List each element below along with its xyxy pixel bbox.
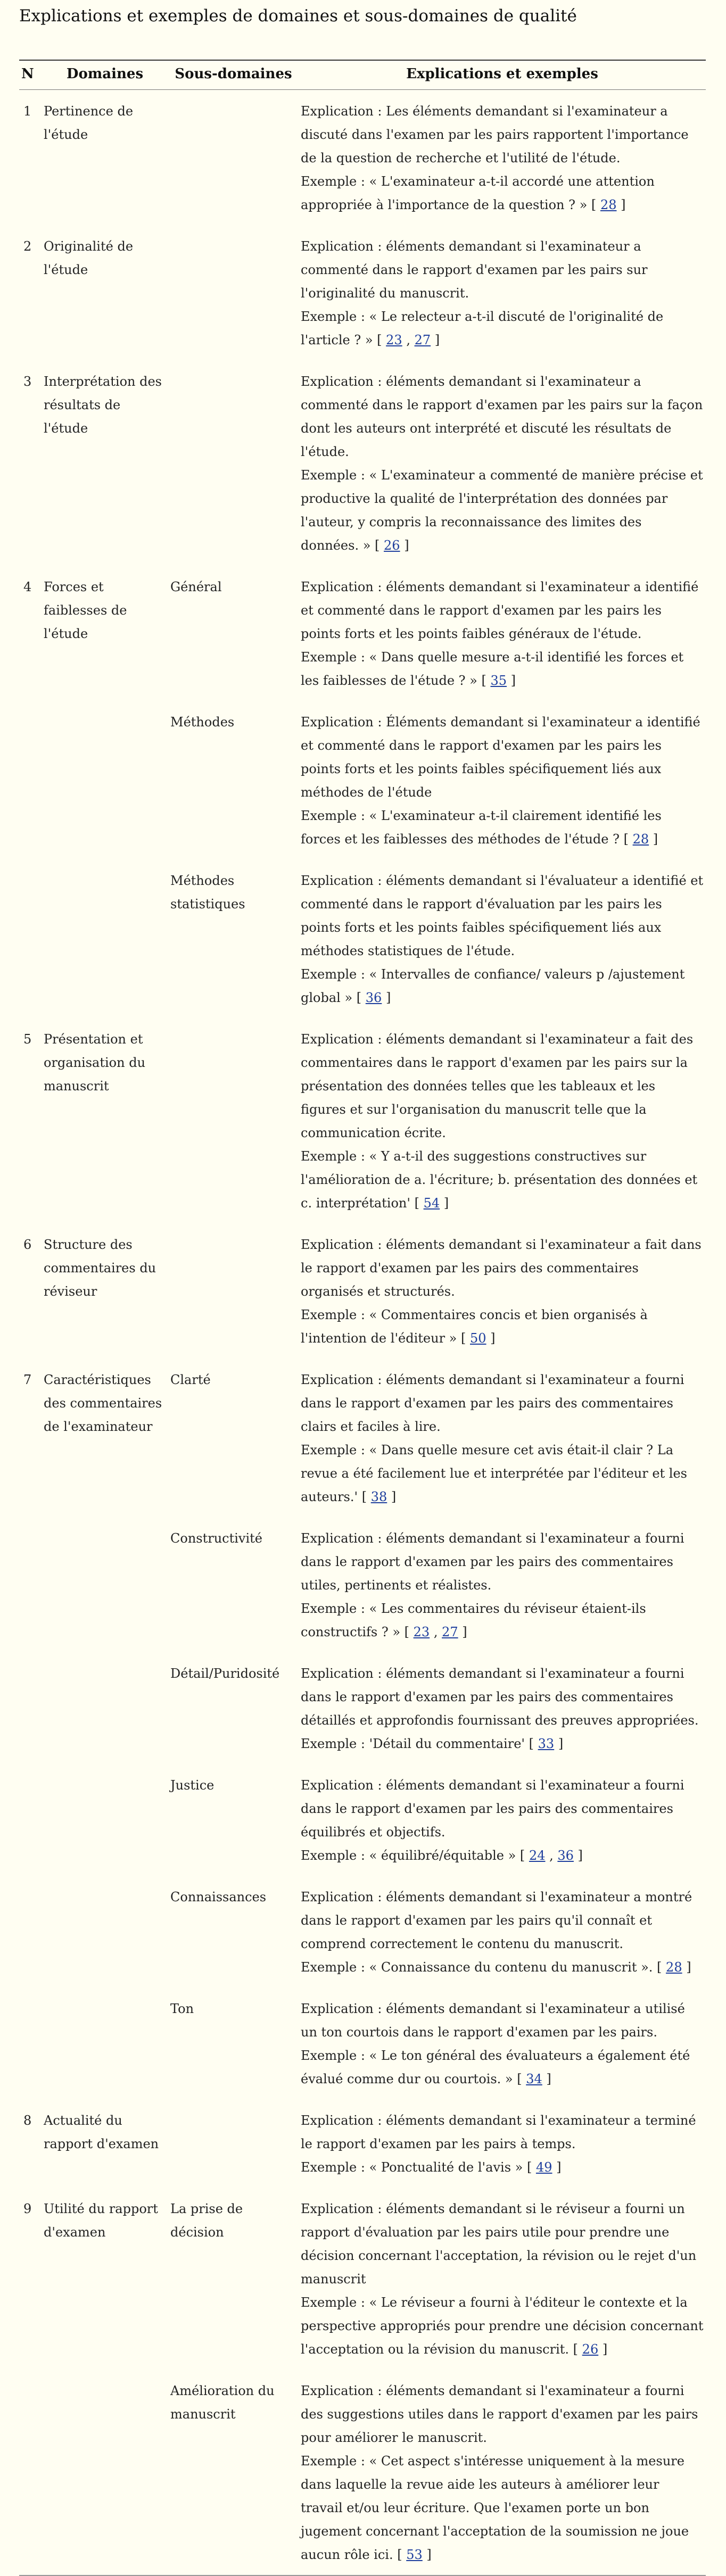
domain-cell: Pertinence de l'étude <box>44 104 134 142</box>
row-number <box>19 859 42 1018</box>
reference-link[interactable]: 50 <box>470 1331 486 1346</box>
example-line: Exemple : « Ponctualité de l'avis » [ 49 ] <box>301 2160 562 2175</box>
table-row <box>19 2099 706 2188</box>
domain-cell: Structure des commentaires du réviseur <box>44 1237 156 1299</box>
explanation-cell <box>299 1223 706 1359</box>
reference-link[interactable]: 27 <box>442 1625 458 1639</box>
explanation-text: Explication : éléments demandant si l'examinateur a terminé le rapport d'examen par les pairs à temps. <box>301 2113 696 2151</box>
explanation-text: Explication : éléments demandant si l'examinateur a commenté dans le rapport d'examen par les pairs sur la façon dont les auteurs ont interprété et discuté les résultats de l'étude. <box>301 374 703 459</box>
table-row <box>19 2370 706 2575</box>
table-row <box>19 1018 706 1223</box>
subdomain-cell: Ton <box>170 2001 194 2016</box>
domain-cell <box>42 1764 168 1876</box>
table-row <box>19 566 706 701</box>
explanation-text: Explication : éléments demandant si le réviseur a fourni un rapport d'évaluation par les pairs utile pour prendre une décision concernant l'acceptation, la révision ou le rejet d'un manuscrit <box>301 2201 697 2287</box>
reference-link[interactable]: 24 <box>529 1848 546 1863</box>
subdomain-cell: Justice <box>170 1778 214 1793</box>
explanation-cell <box>299 1652 706 1764</box>
example-line: Exemple : « Cet aspect s'intéresse uniquement à la mesure dans laquelle la revue aide les auteurs à améliorer leur travail et/ou leur écriture. Que l'examen porte un bon jugement concernant l'acceptation de la soumission ne joue aucun rôle ici. [ 53 ] <box>301 2454 689 2562</box>
subdomain-cell: Méthodes statistiques <box>170 873 245 912</box>
explanation-text: Explication : éléments demandant si l'examinateur a fait dans le rapport d'examen par les pairs des commentaires organisés et structurés. <box>301 1237 702 1299</box>
domain-cell: Actualité du rapport d'examen <box>44 2113 159 2151</box>
explanation-text: Explication : éléments demandant si l'évaluateur a identifié et commenté dans le rapport d'évaluation par les pairs les points forts et les points faibles spécifiquement liés aux méthodes statistiques de l'étude. <box>301 873 704 958</box>
example-line: Exemple : 'Détail du commentaire' [ 33 ] <box>301 1736 564 1751</box>
row-number <box>19 701 42 859</box>
subdomain-cell: Général <box>170 579 222 594</box>
explanation-text: Explication : éléments demandant si l'examinateur a utilisé un ton courtois dans le rapport d'examen par les pairs. <box>301 2001 685 2040</box>
explanation-cell <box>299 1517 706 1652</box>
example-line: Exemple : « L'examinateur a-t-il accordé une attention appropriée à l'importance de la question ? » [ 28 ] <box>301 174 655 212</box>
example-text: Exemple : « L'examinateur a-t-il clairement identifié les forces et les faiblesses des méthodes de l'étude ? [ <box>301 808 662 847</box>
header-row <box>19 60 706 90</box>
table-caption: Explications et exemples de domaines et sous-domaines de qualité <box>19 6 577 26</box>
domain-cell <box>42 1876 168 1987</box>
example-text: Exemple : « Y a-t-il des suggestions constructives sur l'amélioration de a. l'écriture; b. présentation des données et c. interprétation' [ <box>301 1149 698 1211</box>
explanation-text: Explication : éléments demandant si l'examinateur a identifié et commenté dans le rapport d'examen par les pairs les points forts et les points faibles généraux de l'étude. <box>301 579 699 641</box>
explanation-cell <box>299 2188 706 2370</box>
table-body <box>19 90 706 2576</box>
reference-link[interactable]: 28 <box>666 1960 682 1975</box>
example-line: Exemple : « Le relecteur a-t-il discuté de l'originalité de l'article ? » [ 23 , 27 ] <box>301 309 664 347</box>
domain-cell <box>42 1987 168 2099</box>
subdomain-cell <box>168 90 299 226</box>
table-row <box>19 1223 706 1359</box>
example-line: Exemple : « Commentaires concis et bien organisés à l'intention de l'éditeur » [ 50 ] <box>301 1307 648 1346</box>
reference-link[interactable]: 33 <box>538 1736 555 1751</box>
example-text: Exemple : « Commentaires concis et bien organisés à l'intention de l'éditeur » [ <box>301 1307 648 1346</box>
row-number: 5 <box>23 1032 32 1047</box>
reference-link[interactable]: 23 <box>413 1625 430 1639</box>
subdomain-cell: Constructivité <box>170 1531 263 1546</box>
reference-link[interactable]: 36 <box>557 1848 574 1863</box>
example-line: Exemple : « Les commentaires du réviseur étaient-ils constructifs ? » [ 23 , 27 ] <box>301 1601 646 1639</box>
subdomain-cell <box>168 1223 299 1359</box>
reference-link[interactable]: 34 <box>526 2072 542 2086</box>
example-line: Exemple : « Dans quelle mesure cet avis était-il clair ? La revue a été facilement lue et interprétée par l'éditeur et les auteurs.' [ 38 ] <box>301 1443 687 1504</box>
example-text: Exemple : « équilibré/équitable » [ <box>301 1848 525 1863</box>
table-row <box>19 1764 706 1876</box>
row-number <box>19 1987 42 2099</box>
example-text: Exemple : « Le réviseur a fourni à l'éditeur le contexte et la perspective appropriés pour prendre une décision concernant l'acceptation ou la révision du manuscrit. [ <box>301 2295 704 2357</box>
row-number <box>19 1652 42 1764</box>
domain-cell <box>42 1517 168 1652</box>
reference-link[interactable]: 54 <box>423 1196 440 1211</box>
reference-link[interactable]: 36 <box>365 990 382 1005</box>
explanation-cell <box>299 2099 706 2188</box>
table-row <box>19 90 706 226</box>
row-number: 7 <box>23 1372 32 1387</box>
example-line: Exemple : « L'examinateur a-t-il clairement identifié les forces et les faiblesses des méthodes de l'étude ? [ 28 ] <box>301 808 662 847</box>
domain-cell: Originalité de l'étude <box>44 239 134 277</box>
explanation-cell <box>299 566 706 701</box>
explanation-text: Explication : éléments demandant si l'examinateur a fourni dans le rapport d'examen par les pairs des commentaires clairs et faciles à lire. <box>301 1372 684 1434</box>
example-text: Exemple : 'Détail du commentaire' [ <box>301 1736 534 1751</box>
row-number: 4 <box>23 579 32 594</box>
row-number: 1 <box>23 104 32 119</box>
header-explanation: Explications et exemples <box>299 60 706 90</box>
explanation-cell <box>299 2370 706 2575</box>
explanation-cell <box>299 1764 706 1876</box>
example-text: Exemple : « Ponctualité de l'avis » [ <box>301 2160 532 2175</box>
header-domain: Domaines <box>42 60 168 90</box>
example-line: Exemple : « Dans quelle mesure a-t-il identifié les forces et les faiblesses de l'étude ? » [ 35 ] <box>301 650 684 688</box>
subdomain-cell: La prise de décision <box>170 2201 243 2240</box>
domain-cell <box>42 701 168 859</box>
domain-cell: Utilité du rapport d'examen <box>44 2201 158 2240</box>
example-text: Exemple : « Dans quelle mesure cet avis était-il clair ? La revue a été facilement lue et interprétée par l'éditeur et les auteurs.' [ <box>301 1443 687 1504</box>
table-row <box>19 859 706 1018</box>
explanation-cell <box>299 1987 706 2099</box>
row-number <box>19 1876 42 1987</box>
explanation-cell <box>299 1876 706 1987</box>
subdomain-cell <box>168 360 299 566</box>
explanation-text: Explication : éléments demandant si l'examinateur a commenté dans le rapport d'examen par les pairs sur l'originalité du manuscrit. <box>301 239 648 301</box>
subdomain-cell <box>168 1018 299 1223</box>
explanation-cell <box>299 1359 706 1517</box>
reference-link[interactable]: 23 <box>386 333 402 347</box>
domain-cell <box>42 859 168 1018</box>
example-text: Exemple : « Dans quelle mesure a-t-il identifié les forces et les faiblesses de l'étude ? » [ <box>301 650 684 688</box>
domain-cell: Caractéristiques des commentaires de l'examinateur <box>44 1372 162 1434</box>
domain-cell <box>42 2370 168 2575</box>
explanation-text: Explication : éléments demandant si l'examinateur a fourni des suggestions utiles dans le rapport d'examen par les pairs pour améliorer le manuscrit. <box>301 2383 698 2445</box>
subdomain-cell: Clarté <box>170 1372 211 1387</box>
subdomain-cell: Détail/Puridosité <box>170 1666 280 1681</box>
example-text: Exemple : « Le relecteur a-t-il discuté de l'originalité de l'article ? » [ <box>301 309 664 347</box>
table-row <box>19 2188 706 2370</box>
example-text: Exemple : « L'examinateur a-t-il accordé une attention appropriée à l'importance de la question ? » [ <box>301 174 655 212</box>
row-number: 6 <box>23 1237 32 1252</box>
quality-domains-table <box>19 60 706 2576</box>
table-row <box>19 1652 706 1764</box>
subdomain-cell <box>168 225 299 360</box>
table-row <box>19 225 706 360</box>
domain-cell <box>42 1652 168 1764</box>
reference-link[interactable]: 26 <box>582 2342 599 2357</box>
row-number: 3 <box>23 374 32 389</box>
domain-cell: Interprétation des résultats de l'étude <box>44 374 162 436</box>
row-number <box>19 1517 42 1652</box>
reference-link[interactable]: 27 <box>414 333 431 347</box>
explanation-text: Explication : éléments demandant si l'examinateur a fait des commentaires dans le rapport d'examen par les pairs sur la présentation des données telles que les tableaux et les figures et sur l'organisation du manuscrit telle que la communication écrite. <box>301 1032 694 1140</box>
domain-cell: Forces et faiblesses de l'étude <box>44 579 127 641</box>
explanation-cell <box>299 859 706 1018</box>
subdomain-cell: Méthodes <box>170 715 235 730</box>
row-number: 2 <box>23 239 32 254</box>
row-number: 9 <box>23 2201 32 2216</box>
domain-cell: Présentation et organisation du manuscrit <box>44 1032 146 1094</box>
header-subdomain: Sous-domaines <box>168 60 299 90</box>
table-row <box>19 1359 706 1517</box>
reference-link[interactable]: 28 <box>600 197 617 212</box>
subdomain-cell: Amélioration du manuscrit <box>168 2370 299 2575</box>
example-text: Exemple : « Le ton général des évaluateurs a également été évalué comme dur ou courtois. » [ <box>301 2048 690 2086</box>
explanation-text: Explication : Éléments demandant si l'examinateur a identifié et commenté dans le rapport d'examen par les pairs les points forts et les points faibles spécifiquement liés aux méthodes de l'étude <box>301 715 700 800</box>
explanation-text: Explication : Les éléments demandant si l'examinateur a discuté dans l'examen par les pairs rapportent l'importance de la question de recherche et l'utilité de l'étude. <box>301 104 689 165</box>
reference-link[interactable]: 38 <box>370 1489 387 1504</box>
table-row <box>19 1876 706 1987</box>
reference-link[interactable]: 49 <box>535 2160 552 2175</box>
subdomain-cell: Connaissances <box>170 1890 267 1904</box>
reference-link[interactable]: 28 <box>632 832 649 847</box>
example-text: Exemple : « Cet aspect s'intéresse uniquement à la mesure dans laquelle la revue aide les auteurs à améliorer leur travail et/ou leur écriture. Que l'examen porte un bon jugement concernant l'acceptation de la soumission ne joue aucun rôle ici. [ <box>301 2454 689 2562</box>
example-line: Exemple : « Y a-t-il des suggestions constructives sur l'amélioration de a. l'écriture; b. présentation des données et c. interprétation' [ 54 ] <box>301 1149 698 1211</box>
row-number <box>19 1764 42 1876</box>
example-text: Exemple : « Intervalles de confiance/ valeurs p /ajustement global » [ <box>301 967 685 1005</box>
explanation-cell <box>299 360 706 566</box>
explanation-cell <box>299 1018 706 1223</box>
explanation-text: Explication : éléments demandant si l'examinateur a fourni dans le rapport d'examen par les pairs des commentaires détaillés et approfondis fournissant des preuves appropriées. <box>301 1666 699 1728</box>
example-line: Exemple : « Le ton général des évaluateurs a également été évalué comme dur ou courtois. » [ 34 ] <box>301 2048 690 2086</box>
example-text: Exemple : « Les commentaires du réviseur étaient-ils constructifs ? » [ <box>301 1601 646 1639</box>
explanation-cell <box>299 90 706 226</box>
table-row <box>19 701 706 859</box>
header-n: N <box>19 60 42 90</box>
example-text: Exemple : « Connaissance du contenu du manuscrit ». [ <box>301 1960 662 1975</box>
reference-link[interactable]: 26 <box>384 538 400 553</box>
row-number: 8 <box>23 2113 32 2128</box>
explanation-text: Explication : éléments demandant si l'examinateur a fourni dans le rapport d'examen par les pairs des commentaires utiles, pertinents et réalistes. <box>301 1531 684 1593</box>
reference-link[interactable]: 53 <box>406 2547 423 2562</box>
explanation-text: Explication : éléments demandant si l'examinateur a fourni dans le rapport d'examen par les pairs des commentaires équilibrés et objectifs. <box>301 1778 684 1840</box>
table-row <box>19 1987 706 2099</box>
table-row <box>19 1517 706 1652</box>
example-line: Exemple : « Le réviseur a fourni à l'éditeur le contexte et la perspective appropriés pour prendre une décision concernant l'acceptation ou la révision du manuscrit. [ 26 ] <box>301 2295 704 2357</box>
subdomain-cell <box>168 2099 299 2188</box>
explanation-cell <box>299 701 706 859</box>
explanation-cell <box>299 225 706 360</box>
example-line: Exemple : « équilibré/équitable » [ 24 , 36 ] <box>301 1848 583 1863</box>
example-text: Exemple : « L'examinateur a commenté de manière précise et productive la qualité de l'interprétation des données par l'auteur, y compris la reconnaissance des limites des données. » [ <box>301 468 703 553</box>
example-line: Exemple : « L'examinateur a commenté de manière précise et productive la qualité de l'interprétation des données par l'auteur, y compris la reconnaissance des limites des données. » [ 26 ] <box>301 468 703 553</box>
row-number <box>19 2370 42 2575</box>
reference-link[interactable]: 35 <box>490 673 507 688</box>
example-line: Exemple : « Intervalles de confiance/ valeurs p /ajustement global » [ 36 ] <box>301 967 685 1005</box>
explanation-text: Explication : éléments demandant si l'examinateur a montré dans le rapport d'examen par les pairs qu'il connaît et comprend correctement le contenu du manuscrit. <box>301 1890 692 1951</box>
table-row <box>19 360 706 566</box>
example-line: Exemple : « Connaissance du contenu du manuscrit ». [ 28 ] <box>301 1960 691 1975</box>
